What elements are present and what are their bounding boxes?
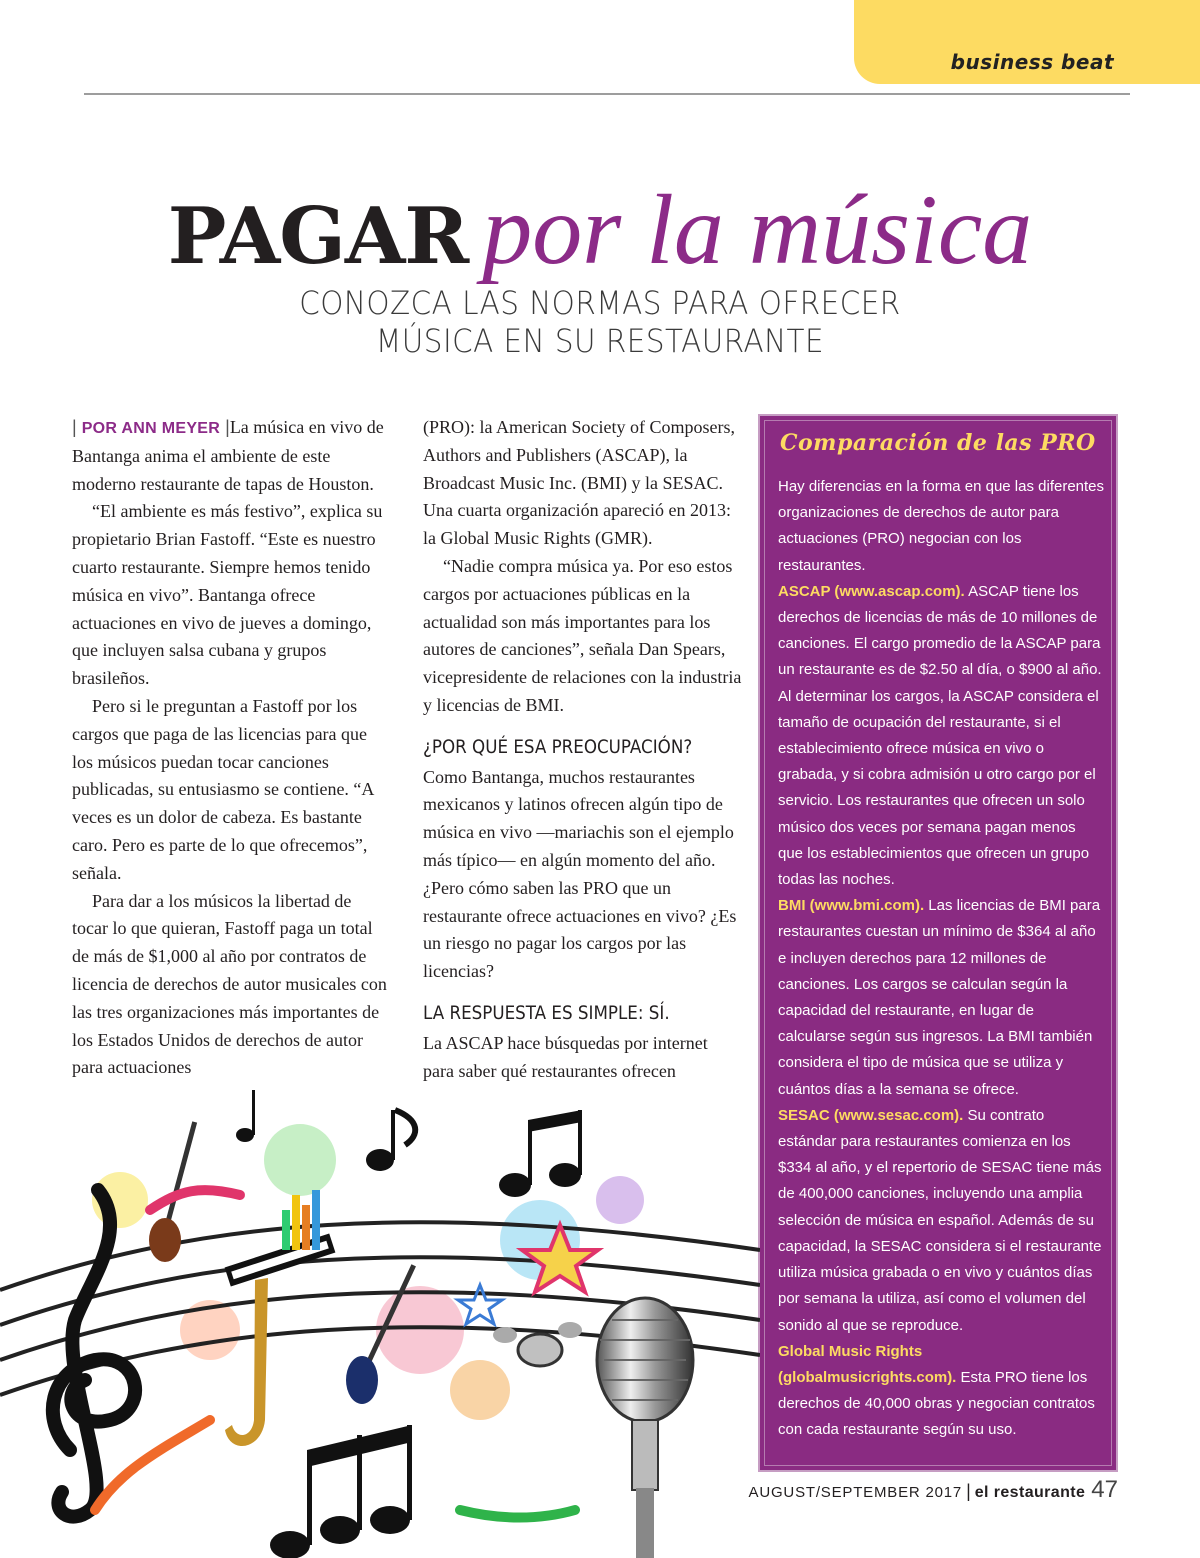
page-footer — [749, 1476, 1118, 1504]
subtitle-line-1: CONOZCA LAS NORMAS PARA OFRECER — [299, 284, 901, 322]
article-column-2 — [423, 414, 743, 1085]
issue-date: AUGUST/SEPTEMBER 2017 — [748, 1484, 963, 1501]
byline: POR ANN MEYER — [81, 420, 221, 437]
paragraph: “El ambiente es más festivo”, explica su propietario Brian Fastoff. “Este es nuestro cuarto restaurante. Siempre hemos tenido música en vivo”. Bantanga ofrece actuaciones en vivo de jueves a domingo, que incluyen salsa cubana y grupos brasileños. — [72, 501, 383, 689]
paragraph: “Nadie compra música ya. Por eso estos cargos por actuaciones públicas en la actualidad son más importantes para los autores de canciones”, señala Dan Spears, vicepresidente de relaciones con la industria y licencias de BMI. — [423, 555, 742, 715]
sidebar-intro: Hay diferencias en la forma en que las diferentes organizaciones de derechos de autor para actuaciones (PRO) negocian con los restaurantes. — [778, 478, 1105, 574]
magazine-name: el restaurante — [974, 1484, 1086, 1501]
paragraph: Como Bantanga, muchos restaurantes mexicanos y latinos ofrecen algún tipo de música en vivo —mariachis son el ejemplo más típico— en algún momento del año. ¿Pero cómo saben las PRO que un restaurante ofrece actuaciones en vivo? ¿Es un riesgo no pagar los cargos por las licencias? — [423, 766, 737, 982]
treble-clef-icon — [53, 1190, 135, 1517]
page-number: 47 — [1091, 1476, 1118, 1503]
section-tab — [854, 0, 1200, 84]
entry-label: ASCAP (www.ascap.com). — [778, 582, 965, 600]
paragraph: Para dar a los músicos la libertad de tocar lo que quieran, Fastoff paga un total de más de $1,000 al año por contratos de licencia de derechos de autor musicales con las tres organizaciones más importantes de los Estados Unidos de derechos de autor para actuaciones — [72, 890, 387, 1078]
drum-kit-icon — [493, 1322, 582, 1366]
paragraph: La ASCAP hace búsquedas por internet para saber qué restaurantes ofrecen — [423, 1032, 708, 1081]
paragraph: (PRO): la American Society of Composers, Authors and Publishers (ASCAP), la Broadcast Music Inc. (BMI) y la SESAC. Una cuarta organización apareció en 2013: la Global Music Rights (GMR). — [423, 417, 735, 549]
article-column-1 — [72, 414, 388, 1082]
title-strong: PAGAR — [167, 191, 469, 282]
entry-text: Las licencias de BMI para restaurantes cuestan un mínimo de $364 al año e incluyen derechos para 12 millones de canciones. Los cargos se calculan según la capacidad del restaurante, en lugar de calcularse según sus ingresos. La BMI también considera el tipo de música que se utiliza y cuántos días a la semana se ofrece. — [778, 897, 1101, 1098]
entry-text: ASCAP tiene los derechos de licencias de más de 10 millones de canciones. El cargo promedio de la ASCAP para un restaurante es de $2.50 al día, o $900 al año. Al determinar los cargos, la ASCAP considera el tamaño de ocupación del restaurante, si el establecimiento ofrece música en vivo o grabada, y si cobra admisión u otro cargo por el servicio. Los restaurantes que ofrecen un solo músico dos veces por semana pagan menos que los establecimientos que ofrecen un grupo todas las noches. — [778, 582, 1102, 889]
sidebar-entry — [778, 893, 1104, 1103]
paragraph: Pero si le preguntan a Fastoff por los cargos que paga de las licencias para que los músicos puedan tocar canciones publicadas, su entusiasmo se contiene. “A veces es un dolor de cabeza. Es bastante caro. Pero es parte de lo que ofrecemos”, señala. — [72, 695, 374, 883]
entry-text: Su contrato estándar para restaurantes comienza en los $334 al año, y el repertorio de SESAC tiene más de 400,000 canciones, incluyendo una amplia selección de música en español. Además de su capacidad, la SESAC considera si el restaurante utiliza música grabada o en vivo y cuántos días por semana la utiliza, así como el volumen del sonido al que se reproduce. — [778, 1106, 1102, 1334]
entry-label: SESAC (www.sesac.com). — [778, 1106, 964, 1124]
entry-text: Esta PRO tiene los derechos de 40,000 obras y negocian contratos con cada restaurante según su uso. — [778, 1368, 1095, 1439]
paragraph-text: La música en vivo de Bantanga anima el ambiente de este moderno restaurante de tapas de Houston. — [72, 417, 384, 494]
header-rule — [84, 93, 1130, 95]
sidebar-entry — [778, 1103, 1104, 1339]
sidebar-entry — [778, 1339, 1104, 1444]
byline-bar: | — [72, 417, 82, 437]
sidebar-box — [758, 414, 1118, 1472]
microphone-icon — [597, 1298, 693, 1558]
music-illustration — [0, 1090, 760, 1558]
byline-bar: | — [220, 417, 230, 437]
title-script: por la música — [482, 174, 1033, 285]
article-title — [0, 172, 1200, 287]
paragraph — [72, 414, 388, 498]
equalizer-icon — [282, 1190, 320, 1250]
sidebar-entry — [778, 579, 1104, 893]
sidebar-title: Comparación de las PRO — [780, 430, 1096, 456]
entry-label: BMI (www.bmi.com). — [778, 897, 925, 915]
sidebar-text — [778, 474, 1104, 1444]
section-label: business beat — [950, 50, 1114, 74]
subhead: ¿POR QUÉ ESA PREOCUPACIÓN? — [423, 735, 693, 758]
entry-label: Global Music Rights (globalmusicrights.com). — [778, 1342, 957, 1386]
footer-separator: | — [966, 1481, 971, 1501]
subtitle-line-2: MÚSICA EN SU RESTAURANTE — [375, 322, 825, 360]
subhead: LA RESPUESTA ES SIMPLE: SÍ. — [423, 1001, 670, 1024]
